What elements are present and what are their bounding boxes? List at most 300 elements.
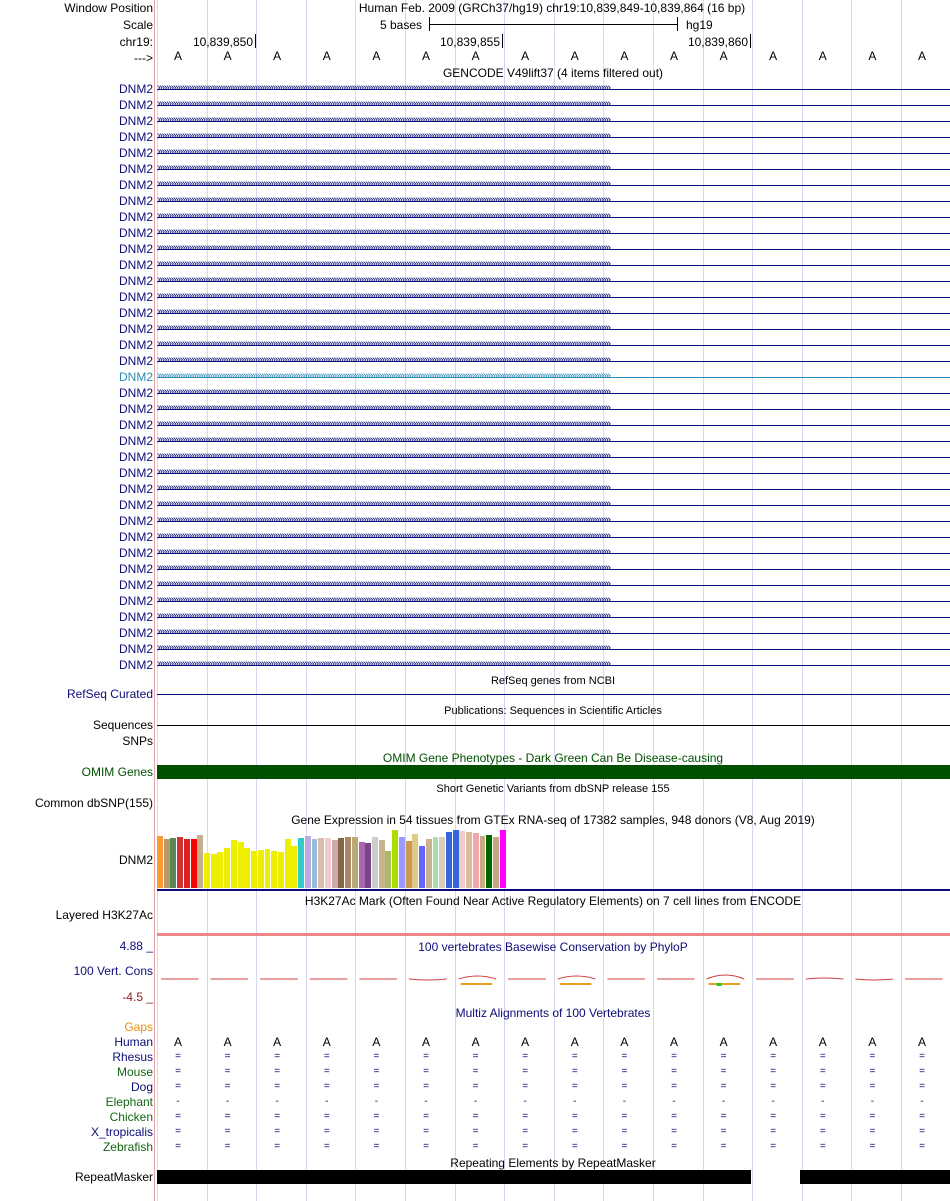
base-letter: A <box>769 49 778 63</box>
gene-strand-arrows: ›››››››››››››››››››››››››››››››››››››››››››››››››››››››››››››››››››››››››››››››››››››››››››››››››››››››››››››››››››››››››››››››››››››››››››››››››››››››››››››››››››››››››››››››››››››››››››››››››››››››› <box>157 642 610 654</box>
gencode-gene-label[interactable]: DNM2 <box>118 418 153 432</box>
multiz-alignment-base: A <box>273 1035 282 1049</box>
multiz-alignment-base: A <box>570 1035 579 1049</box>
gencode-gene-label[interactable]: DNM2 <box>118 306 153 320</box>
multiz-alignment-base: = <box>819 1066 826 1077</box>
multiz-alignment-base: = <box>323 1066 330 1077</box>
gtex-tissue-bar[interactable] <box>325 838 331 888</box>
multiz-alignment-base: = <box>571 1126 578 1137</box>
gtex-tissue-bar[interactable] <box>305 836 311 888</box>
gene-strand-arrows: ›››››››››››››››››››››››››››››››››››››››››››››››››››››››››››››››››››››››››››››››››››››››››››››››››››››››››››››››››››››››››››››››››››››››››››››››››››››››››››››››››››››››››››››››››››››››››››››››››››››››› <box>157 562 610 574</box>
gtex-tissue-bar[interactable] <box>312 839 318 888</box>
multiz-alignment-base: - <box>672 1096 676 1107</box>
gencode-gene-label[interactable]: DNM2 <box>118 546 153 560</box>
multiz-alignment-base: = <box>671 1081 677 1092</box>
multiz-alignment-base: = <box>522 1141 529 1152</box>
multiz-alignment-base: A <box>421 1035 431 1049</box>
gtex-tissue-bar[interactable] <box>197 835 203 888</box>
multiz-species-label[interactable]: Dog <box>130 1080 153 1094</box>
gene-strand-arrows: ›››››››››››››››››››››››››››››››››››››››››››››››››››››››››››››››››››››››››››››››››››››››››››››››››››››››››››››››››››››››››››››››››››››››››››››››››››››››››››››››››››››››››››››››››››››››››››››››››››››››› <box>157 466 610 478</box>
multiz-alignment-base: = <box>671 1051 677 1062</box>
multiz-alignment-base: = <box>819 1051 826 1062</box>
multiz-alignment-base: = <box>323 1141 330 1152</box>
gencode-gene-label[interactable]: DNM2 <box>118 578 153 592</box>
gene-strand-arrows: ›››››››››››››››››››››››››››››››››››››››››››››››››››››››››››››››››››››››››››››››››››››››››››››››››››››››››››››››››››››››››››››››››››››››››››››››››››››››››››››››››››››››››››››››››››››››››››››››››››››››› <box>157 130 610 142</box>
gtex-tissue-bar[interactable] <box>191 839 197 888</box>
multiz-alignment-base: = <box>770 1051 777 1062</box>
position-tick-label: 10,839,850 <box>192 35 253 49</box>
gencode-gene-label[interactable]: DNM2 <box>118 450 153 464</box>
multiz-alignment-base: = <box>423 1081 429 1092</box>
gencode-title: GENCODE V49lift37 (4 items filtered out) <box>442 66 664 80</box>
gencode-gene-label[interactable]: DNM2 <box>118 658 153 672</box>
multiz-species-label[interactable]: Chicken <box>109 1110 153 1124</box>
multiz-alignment-base: = <box>423 1141 429 1152</box>
gencode-gene-label[interactable]: DNM2 <box>118 98 153 112</box>
multiz-alignment-base: = <box>919 1111 925 1122</box>
phylop-low-mark <box>560 983 592 985</box>
multiz-alignment-base: = <box>869 1051 876 1062</box>
gtex-title: Gene Expression in 54 tissues from GTEx RNA-seq of 17382 samples, 948 donors (V8, Aug 2019) <box>291 813 815 827</box>
phylop-score-mark <box>855 979 893 980</box>
multiz-alignment-base: = <box>621 1081 628 1092</box>
multiz-species-label[interactable]: Elephant <box>105 1095 153 1109</box>
gtex-tissue-bar[interactable] <box>446 832 452 888</box>
gencode-gene-label[interactable]: DNM2 <box>118 114 153 128</box>
gencode-gene-label[interactable]: DNM2 <box>118 514 153 528</box>
strand-label: ---> <box>134 51 153 65</box>
gene-strand-arrows: ›››››››››››››››››››››››››››››››››››››››››››››››››››››››››››››››››››››››››››››››››››››››››››››››››››››››››››››››››››››››››››››››››››››››››››››››››››››››››››››››››››››››››››››››››››››››››››››››››››››››› <box>157 354 610 366</box>
gtex-tissue-bar[interactable] <box>473 833 479 888</box>
gtex-tissue-bar[interactable] <box>271 851 277 888</box>
multiz-alignment-base: = <box>770 1141 777 1152</box>
scale-label: Scale <box>122 18 153 32</box>
gencode-gene-label[interactable]: DNM2 <box>118 146 153 160</box>
multiz-alignment-base: = <box>869 1126 876 1137</box>
multiz-alignment-base: - <box>473 1096 478 1107</box>
base-letter: A <box>421 49 431 63</box>
repeatmasker-track-label[interactable]: RepeatMasker <box>74 1170 153 1184</box>
gencode-gene-label[interactable]: DNM2 <box>118 530 153 544</box>
gencode-gene-label[interactable]: DNM2 <box>118 402 153 416</box>
multiz-species-label[interactable]: Zebrafish <box>102 1140 153 1154</box>
gtex-tissue-bar[interactable] <box>204 853 210 888</box>
base-letter: A <box>322 49 331 63</box>
multiz-alignment-base: = <box>571 1081 578 1092</box>
multiz-species-label[interactable]: Rhesus <box>112 1050 153 1064</box>
multiz-alignment-base: = <box>373 1126 380 1137</box>
multiz-alignment-base: = <box>522 1126 529 1137</box>
multiz-alignment-base: = <box>869 1066 876 1077</box>
publications-line[interactable] <box>157 725 950 726</box>
gtex-tissue-bar[interactable] <box>453 830 459 888</box>
multiz-alignment-base: = <box>919 1126 925 1137</box>
base-letter: A <box>719 49 728 63</box>
gencode-gene-label[interactable]: DNM2 <box>118 210 153 224</box>
multiz-alignment-base: - <box>523 1096 527 1107</box>
gene-strand-arrows: ›››››››››››››››››››››››››››››››››››››››››››››››››››››››››››››››››››››››››››››››››››››››››››››››››››››››››››››››››››››››››››››››››››››››››››››››››››››››››››››››››››››››››››››››››››››››››››››››››››››››› <box>157 370 610 382</box>
gtex-tissue-bar[interactable] <box>285 839 291 888</box>
gtex-tissue-bar[interactable] <box>164 839 170 888</box>
chrom-label: chr19: <box>119 35 153 49</box>
gtex-tissue-bar[interactable] <box>372 837 378 888</box>
multiz-alignment-base: = <box>720 1126 727 1137</box>
base-letter: A <box>521 49 530 63</box>
gencode-gene-label[interactable]: DNM2 <box>118 178 153 192</box>
multiz-alignment-base: = <box>274 1066 281 1077</box>
gtex-tissue-bar[interactable] <box>298 838 304 888</box>
multiz-alignment-base: = <box>571 1141 578 1152</box>
multiz-alignment-base: = <box>224 1111 231 1122</box>
multiz-alignment-base: = <box>720 1066 727 1077</box>
gencode-gene-label[interactable]: DNM2 <box>118 370 153 384</box>
position-tick <box>750 34 751 48</box>
gene-strand-arrows: ›››››››››››››››››››››››››››››››››››››››››››››››››››››››››››››››››››››››››››››››››››››››››››››››››››››››››››››››››››››››››››››››››››››››››››››››››››››››››››››››››››››››››››››››››››››››››››››››››››››››› <box>157 450 610 462</box>
gtex-tissue-bar[interactable] <box>486 835 492 888</box>
multiz-alignment-base: A <box>719 1035 728 1049</box>
multiz-alignment-base: = <box>819 1141 826 1152</box>
multiz-alignment-base: = <box>472 1081 479 1092</box>
publications-track-label[interactable]: Sequences <box>92 718 153 732</box>
refseq-title: RefSeq genes from NCBI <box>490 675 616 687</box>
gtex-tissue-bar[interactable] <box>318 838 324 888</box>
base-letter: A <box>372 49 381 63</box>
multiz-alignment-base: = <box>373 1081 380 1092</box>
gtex-tissue-bar[interactable] <box>433 837 439 888</box>
multiz-alignment-base: = <box>472 1126 479 1137</box>
gtex-tissue-bar[interactable] <box>217 852 223 888</box>
base-letter: A <box>570 49 579 63</box>
multiz-alignment-base: A <box>521 1035 530 1049</box>
multiz-alignment-base: = <box>770 1111 777 1122</box>
multiz-alignment-base: = <box>323 1081 330 1092</box>
scale-bar <box>430 24 678 25</box>
multiz-alignment-base: - <box>870 1096 875 1107</box>
multiz-alignment-base: = <box>770 1081 777 1092</box>
multiz-alignment-base: = <box>720 1111 727 1122</box>
multiz-gaps-label[interactable]: Gaps <box>124 1020 153 1034</box>
gtex-tissue-bar[interactable] <box>459 831 465 888</box>
multiz-alignment-base: = <box>819 1111 826 1122</box>
phylop-score-mark <box>707 975 745 979</box>
h3k27ac-title: H3K27Ac Mark (Often Found Near Active Regulatory Elements) on 7 cell lines from ENCODE <box>304 894 802 908</box>
phylop-plot[interactable] <box>157 965 950 995</box>
multiz-alignment-base: = <box>720 1081 727 1092</box>
multiz-alignment-base: - <box>374 1096 379 1107</box>
gene-strand-arrows: ›››››››››››››››››››››››››››››››››››››››››››››››››››››››››››››››››››››››››››››››››››››››››››››››››››››››››››››››››››››››››››››››››››››››››››››››››››››››››››››››››››››››››››››››››››››››››››››››››››››››› <box>157 434 610 446</box>
gtex-tissue-bar[interactable] <box>231 840 237 888</box>
assembly-label: hg19 <box>686 18 713 32</box>
gencode-gene-label[interactable]: DNM2 <box>118 242 153 256</box>
phylop-max-label: 4.88 _ <box>119 939 153 953</box>
gene-strand-arrows: ›››››››››››››››››››››››››››››››››››››››››››››››››››››››››››››››››››››››››››››››››››››››››››››››››››››››››››››››››››››››››››››››››››››››››››››››››››››››››››››››››››››››››››››››››››››››››››››››››››››››› <box>157 274 610 286</box>
base-letter: A <box>868 49 877 63</box>
gtex-tissue-bar[interactable] <box>399 837 405 888</box>
gencode-gene-label[interactable]: DNM2 <box>118 434 153 448</box>
gene-strand-arrows: ›››››››››››››››››››››››››››››››››››››››››››››››››››››››››››››››››››››››››››››››››››››››››››››››››››››››››››››››››››››››››››››››››››››››››››››››››››››››››››››››››››››››››››››››››››››››››››››››››››››››› <box>157 530 610 542</box>
gtex-tissue-bar[interactable] <box>332 840 338 888</box>
gtex-tissue-bar[interactable] <box>211 854 217 888</box>
repeat-element-bar[interactable] <box>157 1170 751 1184</box>
gene-strand-arrows: ›››››››››››››››››››››››››››››››››››››››››››››››››››››››››››››››››››››››››››››››››››››››››››››››››››››››››››››››››››››››››››››››››››››››››››››››››››››››››››››››››››››››››››››››››››››››››››››››››››››››› <box>157 226 610 238</box>
base-letter: A <box>669 49 679 63</box>
gene-strand-arrows: ›››››››››››››››››››››››››››››››››››››››››››››››››››››››››››››››››››››››››››››››››››››››››››››››››››››››››››››››››››››››››››››››››››››››››››››››››››››››››››››››››››››››››››››››››››››››››››››››››››››››› <box>157 162 610 174</box>
gencode-gene-label[interactable]: DNM2 <box>118 162 153 176</box>
gene-strand-arrows: ›››››››››››››››››››››››››››››››››››››››››››››››››››››››››››››››››››››››››››››››››››››››››››››››››››››››››››››››››››››››››››››››››››››››››››››››››››››››››››››››››››››››››››››››››››››››››››››››››››››››› <box>157 242 610 254</box>
multiz-alignment-base: = <box>274 1111 281 1122</box>
phylop-low-mark <box>709 983 741 985</box>
phylop-track-label[interactable]: 100 Vert. Cons <box>73 964 153 978</box>
multiz-species-label[interactable]: X_tropicalis <box>90 1125 153 1139</box>
multiz-alignment-base: - <box>325 1096 329 1107</box>
multiz-alignment-base: = <box>472 1111 479 1122</box>
multiz-alignment-base: = <box>621 1141 628 1152</box>
multiz-alignment-base: = <box>621 1066 628 1077</box>
gene-strand-arrows: ›››››››››››››››››››››››››››››››››››››››››››››››››››››››››››››››››››››››››››››››››››››››››››››››››››››››››››››››››››››››››››››››››››››››››››››››››››››››››››››››››››››››››››››››››››››››››››››››››››››››› <box>157 210 610 222</box>
gene-strand-arrows: ›››››››››››››››››››››››››››››››››››››››››››››››››››››››››››››››››››››››››››››››››››››››››››››››››››››››››››››››››››››››››››››››››››››››››››››››››››››››››››››››››››››››››››››››››››››››››››››››››››››››› <box>157 610 610 622</box>
gene-strand-arrows: ›››››››››››››››››››››››››››››››››››››››››››››››››››››››››››››››››››››››››››››››››››››››››››››››››››››››››››››››››››››››››››››››››››››››››››››››››››››››››››››››››››››››››››››››››››››››››››››››››››››››› <box>157 194 610 206</box>
gtex-tissue-bar[interactable] <box>345 837 351 888</box>
multiz-alignment-base: = <box>472 1066 479 1077</box>
multiz-alignment-base: = <box>323 1126 330 1137</box>
multiz-alignment-base: = <box>224 1051 231 1062</box>
gencode-gene-label[interactable]: DNM2 <box>118 130 153 144</box>
multiz-alignment-base: - <box>275 1096 279 1107</box>
multiz-alignment-base: = <box>224 1066 231 1077</box>
multiz-alignment-base: = <box>423 1066 429 1077</box>
gtex-tissue-bar[interactable] <box>184 839 190 888</box>
position-tick-label: 10,839,855 <box>439 35 500 49</box>
multiz-alignment-base: = <box>522 1081 529 1092</box>
multiz-alignment-base: A <box>669 1035 679 1049</box>
gene-strand-arrows: ›››››››››››››››››››››››››››››››››››››››››››››››››››››››››››››››››››››››››››››››››››››››››››››››››››››››››››››››››››››››››››››››››››››››››››››››››››››››››››››››››››››››››››››››››››››››››››››››››››››››› <box>157 146 610 158</box>
gencode-gene-label[interactable]: DNM2 <box>118 338 153 352</box>
gencode-gene-label[interactable]: DNM2 <box>118 610 153 624</box>
gencode-gene-label[interactable]: DNM2 <box>118 194 153 208</box>
omim-gene-bar[interactable] <box>157 765 950 779</box>
phylop-low-mark <box>461 983 493 985</box>
phylop-score-mark <box>409 979 447 980</box>
multiz-alignment-base: = <box>423 1111 429 1122</box>
gene-strand-arrows: ›››››››››››››››››››››››››››››››››››››››››››››››››››››››››››››››››››››››››››››››››››››››››››››››››››››››››››››››››››››››››››››››››››››››››››››››››››››››››››››››››››››››››››››››››››››››››››››››››››››››› <box>157 546 610 558</box>
gencode-gene-label[interactable]: DNM2 <box>118 354 153 368</box>
gencode-gene-label[interactable]: DNM2 <box>118 274 153 288</box>
gtex-baseline <box>157 889 950 891</box>
multiz-alignment-base: A <box>620 1035 629 1049</box>
gtex-tissue-bar[interactable] <box>379 840 385 888</box>
multiz-alignment-base: = <box>175 1051 181 1062</box>
multiz-alignment-base: = <box>671 1126 677 1137</box>
multiz-alignment-base: = <box>224 1141 231 1152</box>
gencode-gene-label[interactable]: DNM2 <box>118 482 153 496</box>
gtex-tissue-bar[interactable] <box>170 838 176 888</box>
multiz-alignment-base: = <box>274 1051 281 1062</box>
multiz-alignment-base: = <box>671 1066 677 1077</box>
multiz-alignment-base: = <box>919 1066 925 1077</box>
multiz-alignment-base: = <box>224 1126 231 1137</box>
phylop-min-label: -4.5 _ <box>122 990 153 1004</box>
gtex-tissue-bar[interactable] <box>291 846 297 888</box>
base-letter: A <box>173 49 183 63</box>
gtex-tissue-bar[interactable] <box>244 848 250 888</box>
omim-title: OMIM Gene Phenotypes - Dark Green Can Be Disease-causing <box>382 751 724 765</box>
multiz-alignment-base: - <box>424 1096 428 1107</box>
phylop-score-mark <box>459 976 497 979</box>
gtex-tissue-bar[interactable] <box>480 836 486 888</box>
snps-track-label[interactable]: SNPs <box>122 734 153 748</box>
gtex-tissue-bar[interactable] <box>265 849 271 888</box>
multiz-alignment-base: = <box>323 1051 330 1062</box>
multiz-alignment-base: = <box>571 1051 578 1062</box>
multiz-alignment-base: A <box>818 1035 827 1049</box>
gene-strand-arrows: ›››››››››››››››››››››››››››››››››››››››››››››››››››››››››››››››››››››››››››››››››››››››››››››››››››››››››››››››››››››››››››››››››››››››››››››››››››››››››››››››››››››››››››››››››››››››››››››››››››››››› <box>157 306 610 318</box>
gencode-gene-label[interactable]: DNM2 <box>118 82 153 96</box>
gtex-tissue-bar[interactable] <box>177 837 183 888</box>
gene-strand-arrows: ›››››››››››››››››››››››››››››››››››››››››››››››››››››››››››››››››››››››››››››››››››››››››››››››››››››››››››››››››››››››››››››››››››››››››››››››››››››››››››››››››››››››››››››››››››››››››››››››››››››››› <box>157 322 610 334</box>
multiz-alignment-base: A <box>173 1035 183 1049</box>
multiz-alignment-base: - <box>920 1096 924 1107</box>
omim-track-label[interactable]: OMIM Genes <box>81 765 153 779</box>
repeat-element-bar[interactable] <box>800 1170 950 1184</box>
gtex-tissue-bar[interactable] <box>466 832 472 888</box>
phylop-high-mark <box>717 983 722 986</box>
gtex-tissue-bar[interactable] <box>258 850 264 888</box>
multiz-alignment-base: = <box>869 1081 876 1092</box>
multiz-alignment-base: A <box>868 1035 877 1049</box>
scale-bar-right-cap <box>677 17 678 31</box>
gencode-gene-label[interactable]: DNM2 <box>118 594 153 608</box>
gencode-gene-label[interactable]: DNM2 <box>118 386 153 400</box>
gene-strand-arrows: ›››››››››››››››››››››››››››››››››››››››››››››››››››››››››››››››››››››››››››››››››››››››››››››››››››››››››››››››››››››››››››››››››››››››››››››››››››››››››››››››››››››››››››››››››››››››››››››››››››››››› <box>157 82 610 94</box>
gencode-gene-label[interactable]: DNM2 <box>118 562 153 576</box>
multiz-alignment-base: = <box>819 1081 826 1092</box>
multiz-alignment-base: A <box>471 1035 480 1049</box>
gencode-gene-label[interactable]: DNM2 <box>118 322 153 336</box>
multiz-alignment-base: = <box>770 1126 777 1137</box>
gene-strand-arrows: ›››››››››››››››››››››››››››››››››››››››››››››››››››››››››››››››››››››››››››››››››››››››››››››››››››››››››››››››››››››››››››››››››››››››››››››››››››››››››››››››››››››››››››››››››››››››››››››››››››››››› <box>157 482 610 494</box>
multiz-alignment-base: = <box>274 1141 281 1152</box>
gencode-gene-label[interactable]: DNM2 <box>118 258 153 272</box>
phylop-score-mark <box>558 976 596 979</box>
multiz-alignment-base: A <box>372 1035 381 1049</box>
scale-bar-left-cap <box>429 17 430 31</box>
gtex-tissue-bar[interactable] <box>500 830 506 888</box>
refseq-gene-line[interactable] <box>157 694 950 695</box>
base-letter: A <box>917 49 927 63</box>
gene-strand-arrows: ›››››››››››››››››››››››››››››››››››››››››››››››››››››››››››››››››››››››››››››››››››››››››››››››››››››››››››››››››››››››››››››››››››››››››››››››››››››››››››››››››››››››››››››››››››››››››››››››››››››››› <box>157 578 610 590</box>
scale-text: 5 bases <box>380 18 423 32</box>
multiz-alignment-base: = <box>571 1066 578 1077</box>
base-letter: A <box>818 49 827 63</box>
phylop-title: 100 vertebrates Basewise Conservation by PhyloP <box>418 940 688 954</box>
multiz-alignment-base: = <box>919 1081 925 1092</box>
dbsnp-track-label[interactable]: Common dbSNP(155) <box>34 796 153 810</box>
multiz-alignment-base: = <box>175 1111 181 1122</box>
gene-strand-arrows: ›››››››››››››››››››››››››››››››››››››››››››››››››››››››››››››››››››››››››››››››››››››››››››››››››››››››››››››››››››››››››››››››››››››››››››››››››››››››››››››››››››››››››››››››››››››››››››››››››››››››› <box>157 98 610 110</box>
base-letter: A <box>223 49 232 63</box>
gene-strand-arrows: ›››››››››››››››››››››››››››››››››››››››››››››››››››››››››››››››››››››››››››››››››››››››››››››››››››››››››››››››››››››››››››››››››››››››››››››››››››››››››››››››››››››››››››››››››››››››››››››››››››››››› <box>157 402 610 414</box>
gtex-tissue-bar[interactable] <box>352 837 358 888</box>
gtex-tissue-bar[interactable] <box>392 830 398 888</box>
multiz-alignment-base: = <box>224 1081 231 1092</box>
position-tick <box>502 34 503 48</box>
multiz-alignment-base: = <box>423 1126 429 1137</box>
publications-title: Publications: Sequences in Scientific Articles <box>444 705 662 717</box>
gencode-gene-label[interactable]: DNM2 <box>118 642 153 656</box>
multiz-alignment-base: = <box>373 1111 380 1122</box>
window-position-label: Window Position <box>64 1 153 15</box>
multiz-alignment-base: - <box>573 1096 577 1107</box>
gencode-gene-label[interactable]: DNM2 <box>118 226 153 240</box>
multiz-alignment-base: - <box>771 1096 775 1107</box>
gtex-tissue-bar[interactable] <box>493 837 499 888</box>
gene-strand-arrows: ›››››››››››››››››››››››››››››››››››››››››››››››››››››››››››››››››››››››››››››››››››››››››››››››››››››››››››››››››››››››››››››››››››››››››››››››››››››››››››››››››››››››››››››››››››››››››››››››››››››››› <box>157 658 610 670</box>
gencode-gene-label[interactable]: DNM2 <box>118 290 153 304</box>
multiz-alignment-base: = <box>621 1051 628 1062</box>
dbsnp-title: Short Genetic Variants from dbSNP release 155 <box>436 783 670 795</box>
gtex-tissue-bar[interactable] <box>359 842 365 888</box>
gtex-tissue-bar[interactable] <box>251 851 257 888</box>
multiz-alignment-base: = <box>373 1051 380 1062</box>
h3k27ac-signal[interactable] <box>157 933 950 936</box>
refseq-track-label[interactable]: RefSeq Curated <box>66 687 153 701</box>
gtex-track-label[interactable]: DNM2 <box>118 853 153 867</box>
multiz-alignment-base: = <box>522 1111 529 1122</box>
multiz-alignment-base: = <box>919 1141 925 1152</box>
multiz-alignment-base: A <box>917 1035 927 1049</box>
multiz-alignment-base: = <box>770 1066 777 1077</box>
gtex-tissue-bar[interactable] <box>365 843 371 888</box>
base-letter: A <box>273 49 282 63</box>
multiz-species-label[interactable]: Mouse <box>116 1065 153 1079</box>
multiz-alignment-base: - <box>225 1096 230 1107</box>
gtex-tissue-bar[interactable] <box>439 837 445 888</box>
gtex-tissue-bar[interactable] <box>338 838 344 888</box>
multiz-alignment-base: A <box>322 1035 331 1049</box>
gene-strand-arrows: ›››››››››››››››››››››››››››››››››››››››››››››››››››››››››››››››››››››››››››››››››››››››››››››››››››››››››››››››››››››››››››››››››››››››››››››››››››››››››››››››››››››››››››››››››››››››››››››››››››››››› <box>157 498 610 510</box>
gtex-tissue-bar[interactable] <box>278 852 284 888</box>
gtex-tissue-bar[interactable] <box>157 836 163 888</box>
multiz-alignment-base: = <box>720 1051 727 1062</box>
multiz-alignment-base: - <box>821 1096 825 1107</box>
gtex-tissue-bar[interactable] <box>426 839 432 888</box>
gene-strand-arrows: ›››››››››››››››››››››››››››››››››››››››››››››››››››››››››››››››››››››››››››››››››››››››››››››››››››››››››››››››››››››››››››››››››››››››››››››››››››››››››››››››››››››››››››››››››››››››››››››››››››››››› <box>157 258 610 270</box>
multiz-alignment-base: = <box>472 1051 479 1062</box>
gencode-gene-label[interactable]: DNM2 <box>118 626 153 640</box>
phylop-score-mark <box>806 978 844 979</box>
gtex-tissue-bar[interactable] <box>224 848 230 888</box>
gtex-tissue-bar[interactable] <box>412 834 418 888</box>
gene-strand-arrows: ›››››››››››››››››››››››››››››››››››››››››››››››››››››››››››››››››››››››››››››››››››››››››››››››››››››››››››››››››››››››››››››››››››››››››››››››››››››››››››››››››››››››››››››››››››››››››››››››››››››››› <box>157 514 610 526</box>
base-letter: A <box>471 49 480 63</box>
gtex-tissue-bar[interactable] <box>238 842 244 888</box>
multiz-title: Multiz Alignments of 100 Vertebrates <box>455 1006 651 1020</box>
gencode-gene-label[interactable]: DNM2 <box>118 498 153 512</box>
gtex-tissue-bar[interactable] <box>385 851 391 888</box>
position-tick-label: 10,839,860 <box>687 35 748 49</box>
gene-strand-arrows: ›››››››››››››››››››››››››››››››››››››››››››››››››››››››››››››››››››››››››››››››››››››››››››››››››››››››››››››››››››››››››››››››››››››››››››››››››››››››››››››››››››››››››››››››››››››››››››››››››››››››› <box>157 418 610 430</box>
multiz-alignment-base: A <box>223 1035 232 1049</box>
gencode-gene-label[interactable]: DNM2 <box>118 466 153 480</box>
multiz-alignment-base: = <box>819 1126 826 1137</box>
multiz-species-label[interactable]: Human <box>114 1035 153 1049</box>
multiz-alignment-base: = <box>671 1111 677 1122</box>
gene-strand-arrows: ›››››››››››››››››››››››››››››››››››››››››››››››››››››››››››››››››››››››››››››››››››››››››››››››››››››››››››››››››››››››››››››››››››››››››››››››››››››››››››››››››››››››››››››››››››››››››››››››››››››››› <box>157 290 610 302</box>
gtex-tissue-bar[interactable] <box>406 841 412 888</box>
gtex-tissue-bar[interactable] <box>419 846 425 888</box>
h3k27ac-track-label[interactable]: Layered H3K27Ac <box>55 908 153 922</box>
multiz-alignment-base: = <box>621 1111 628 1122</box>
